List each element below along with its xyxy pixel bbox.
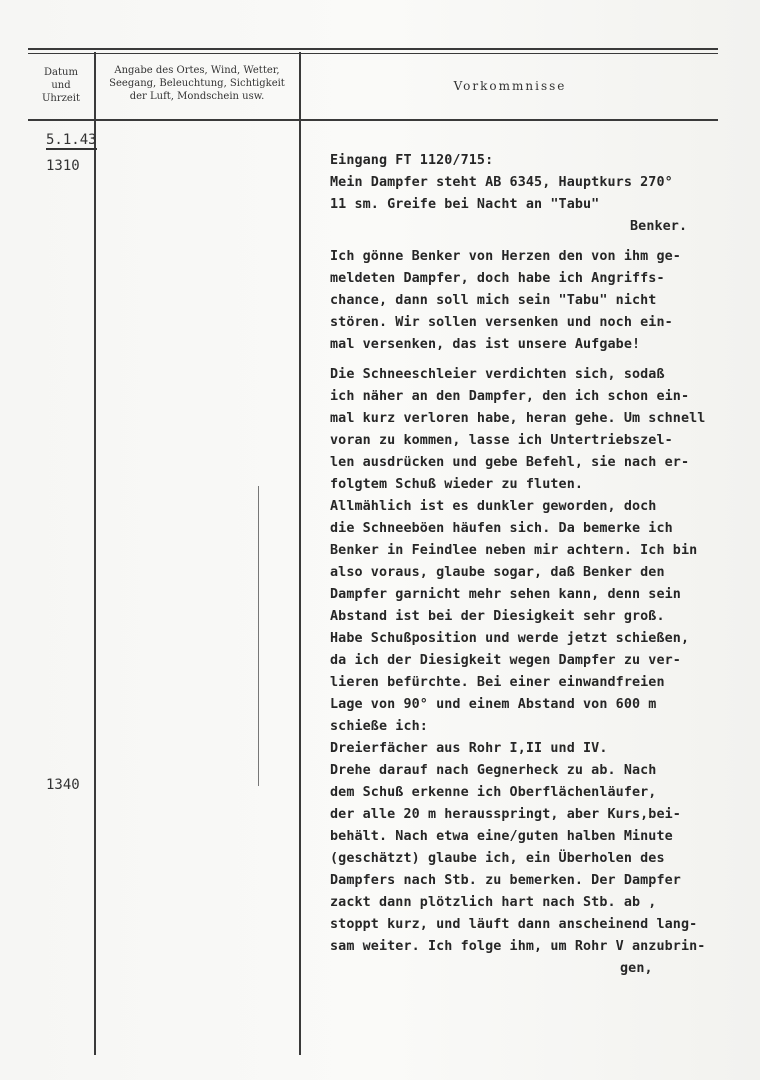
text-line: 11 sm. Greife bei Nacht an "Tabu" [330,197,600,212]
header-date-time: Datum und Uhrzeit [41,67,81,104]
text-line: Dampfer garnicht mehr sehen kann, denn sein [330,587,681,602]
top-rule-thin [28,53,718,54]
text-line: dem Schuß erkenne ich Oberflächenläufer, [330,785,657,800]
text-line: Benker in Feindlee neben mir achtern. Ich bin [330,543,698,558]
text-line: der alle 20 m herausspringt, aber Kurs,bei- [330,807,681,822]
text-line: meldeten Dampfer, doch habe ich Angriffs- [330,271,665,286]
text-line: da ich der Diesigkeit wegen Dampfer zu ver- [330,653,681,668]
text-line: Allmählich ist es dunkler geworden, doch [330,499,657,514]
entry-time-1310: 1310 [46,158,80,174]
entry-time-1340: 1340 [46,777,80,793]
text-line: sam weiter. Ich folge ihm, um Rohr V anzubrin- [330,939,706,954]
text-line: Mein Dampfer steht AB 6345, Hauptkurs 270° [330,175,673,190]
text-line: schieße ich: [330,719,428,734]
header-events: Vorkommnisse [453,79,567,93]
text-line: also voraus, glaube sogar, daß Benker den [330,565,665,580]
text-line: folgtem Schuß wieder zu fluten. [330,477,584,492]
text-line: Lage von 90° und einem Abstand von 600 m [330,697,657,712]
text-line: ich näher an den Dampfer, den ich schon ein- [330,389,690,404]
text-line: voran zu kommen, lasse ich Untertriebszel- [330,433,673,448]
text-line: chance, dann soll mich sein "Tabu" nicht [330,293,657,308]
text-line: Abstand ist bei der Diesigkeit sehr groß. [330,609,665,624]
pencil-mark [258,486,259,786]
text-line: stören. Wir sollen versenken und noch ein- [330,315,673,330]
text-line: Die Schneeschleier verdichten sich, sodaß [330,367,665,382]
text-line: mal versenken, das ist unsere Aufgabe! [330,337,641,352]
text-line: Eingang FT 1120/715: [330,153,494,168]
entry-date: 5.1.43 [46,132,97,148]
text-line: behält. Nach etwa eine/guten halben Minute [330,829,673,844]
text-line: Habe Schußposition und werde jetzt schießen, [330,631,690,646]
text-line: Drehe darauf nach Gegnerheck zu ab. Nach [330,763,657,778]
text-line: stoppt kurz, und läuft dann anscheinend lang- [330,917,698,932]
text-line: die Schneeböen häufen sich. Da bemerke ich [330,521,673,536]
column-divider-2 [299,52,301,1055]
text-line: mal kurz verloren habe, heran gehe. Um schnell [330,411,706,426]
text-line: lieren befürchte. Bei einer einwandfreien [330,675,665,690]
events-text [330,150,755,980]
signature-line: Benker. [630,219,688,234]
text-line: Ich gönne Benker von Herzen den von ihm ge- [330,249,681,264]
column-divider-1 [94,52,96,1055]
header-bottom-rule [28,119,718,121]
text-line: zackt dann plötzlich hart nach Stb. ab , [330,895,657,910]
top-rule [28,48,718,50]
text-line: Dampfers nach Stb. zu bemerken. Der Dampfer [330,873,681,888]
text-line: (geschätzt) glaube ich, ein Überholen des [330,851,665,866]
text-line: Dreierfächer aus Rohr I,II und IV. [330,741,608,756]
header-location-weather: Angabe des Ortes, Wind, Wetter, Seegang, Beleuchtung, Sichtigkeit der Luft, Mondschein usw. [109,65,285,102]
text-line: len ausdrücken und gebe Befehl, sie nach er- [330,455,690,470]
text-line: gen, [620,961,653,976]
